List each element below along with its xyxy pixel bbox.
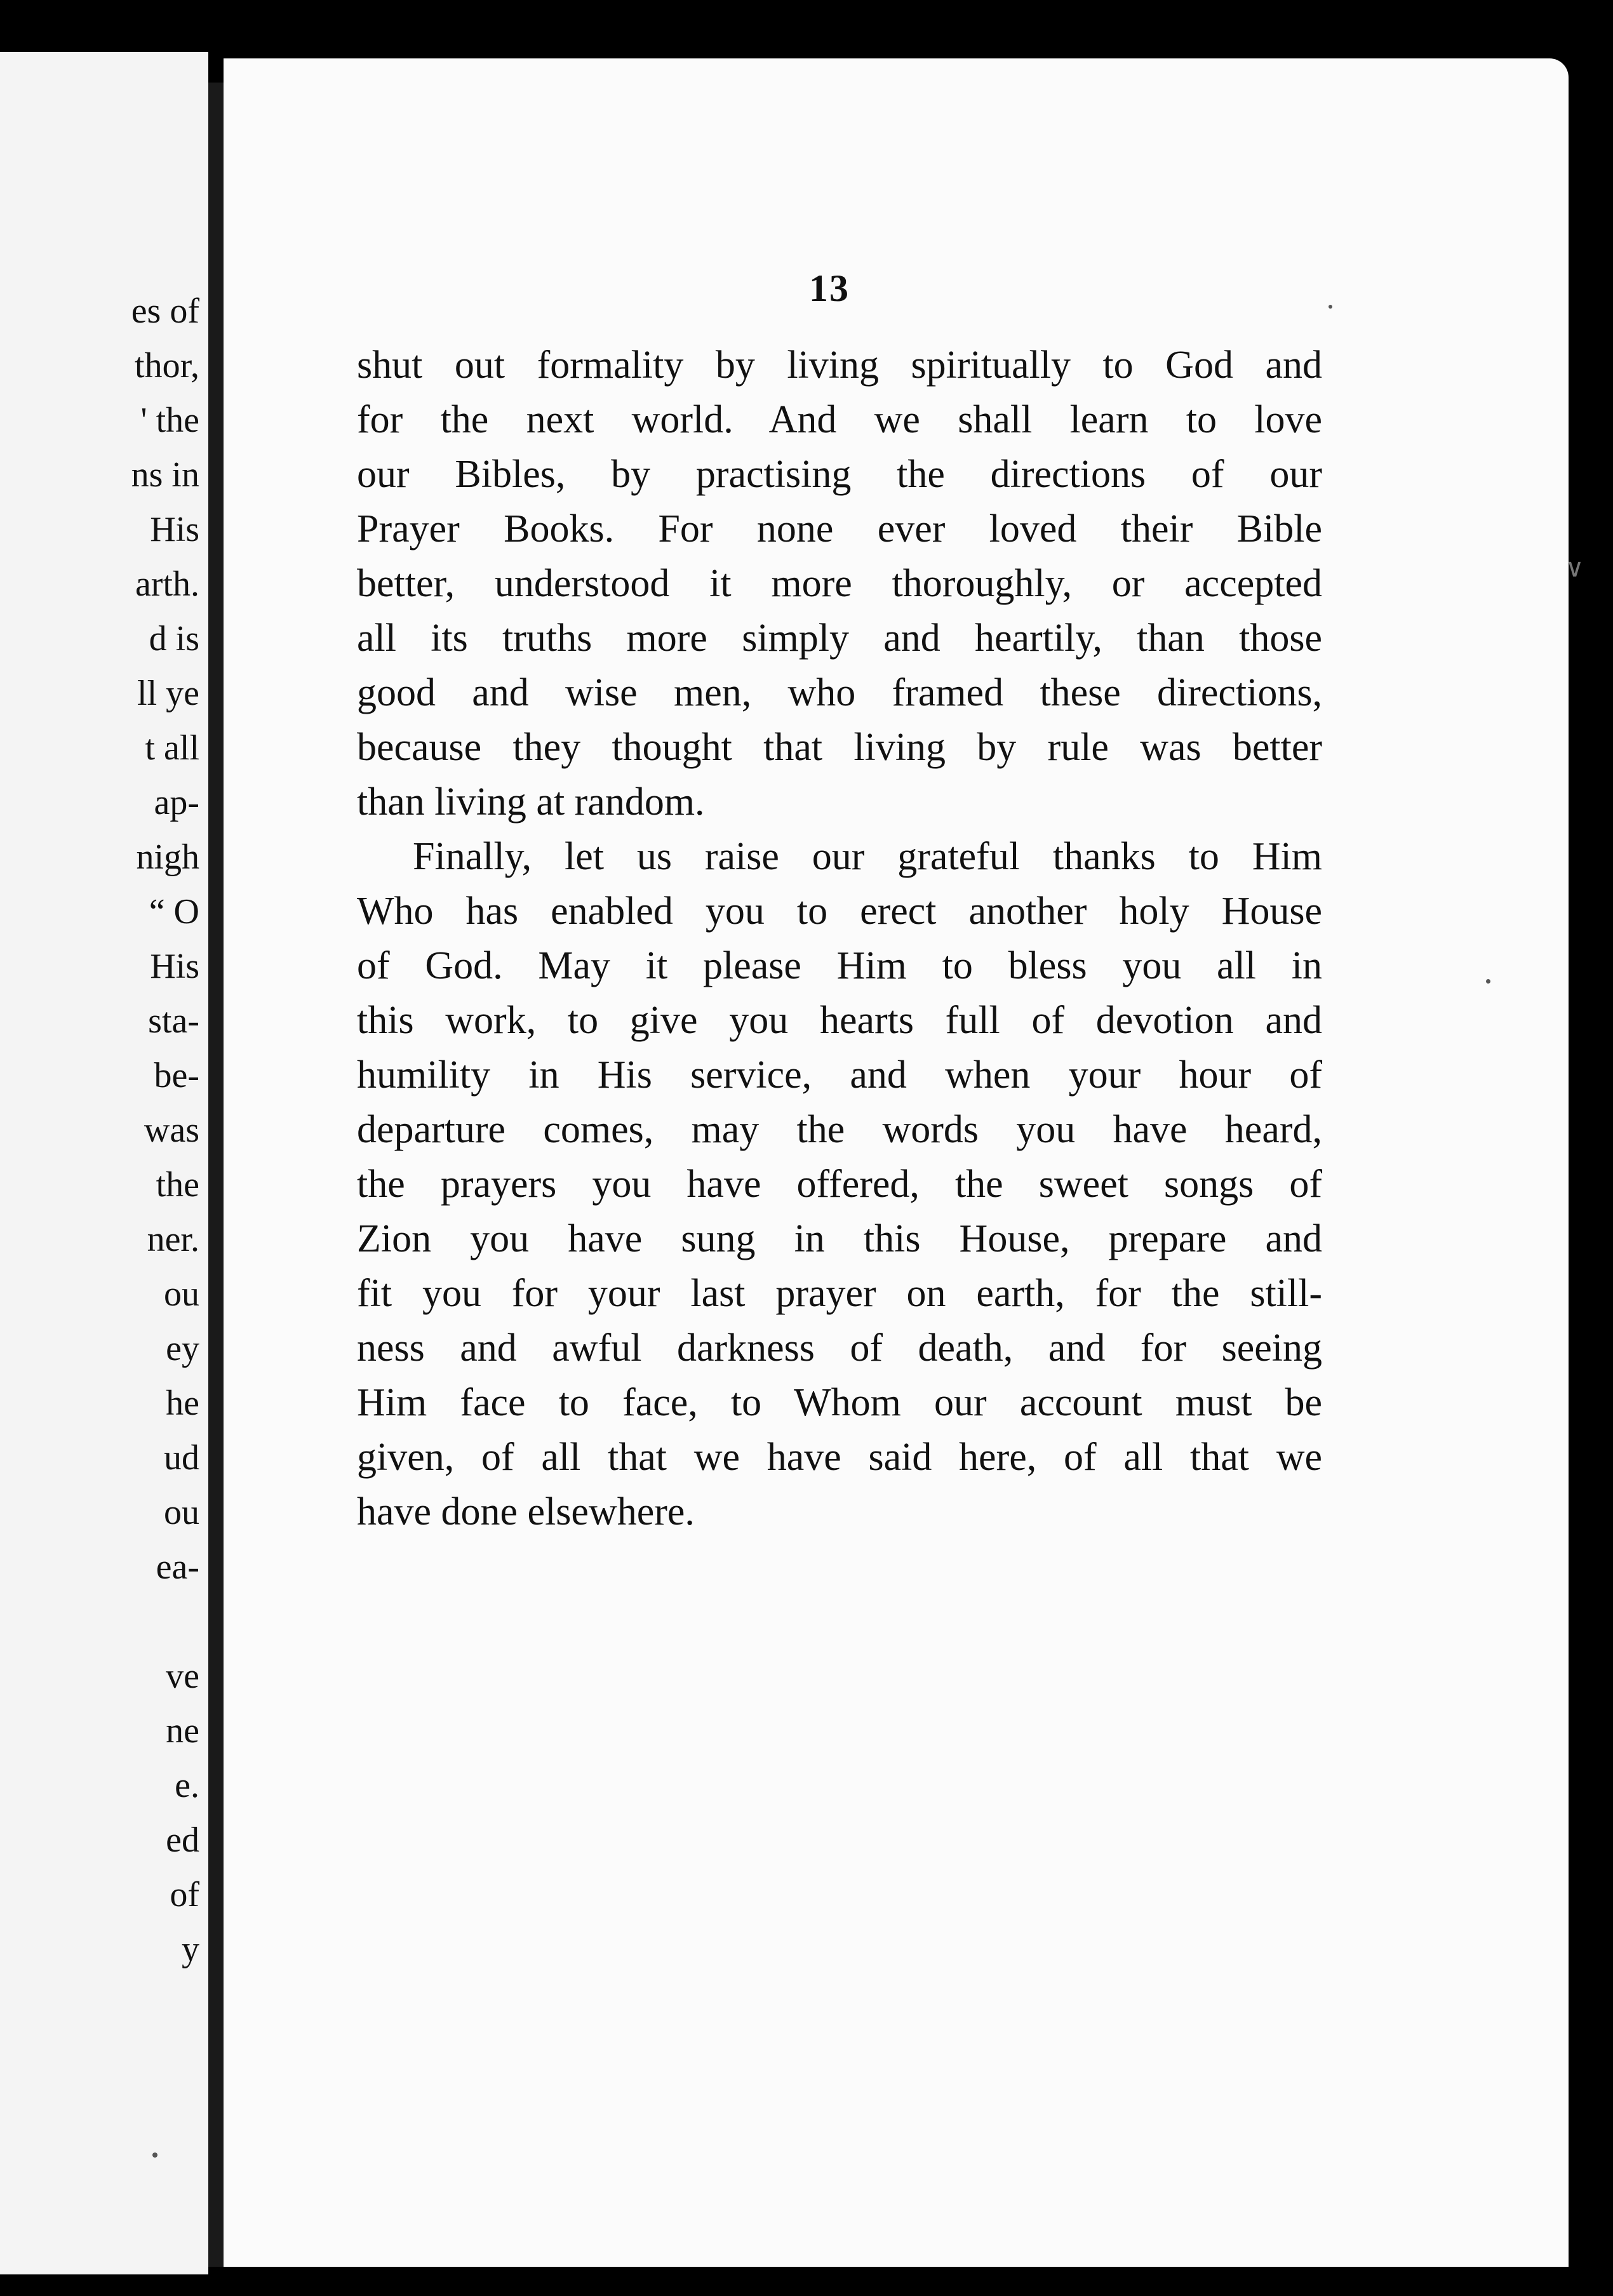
- text-line: the prayers you have offered, the sweet songs of: [357, 1163, 1322, 1206]
- left-page-line: ou: [164, 1493, 199, 1532]
- left-page-line: ey: [166, 1329, 199, 1368]
- left-page-line: y: [182, 1930, 199, 1969]
- text-line: because they thought that living by rule was better: [357, 726, 1322, 769]
- left-page-line: ou: [164, 1274, 199, 1314]
- text-line: for the next world. And we shall learn to love: [357, 398, 1322, 441]
- page-body-text: [357, 338, 1322, 1539]
- left-page-line: arth.: [135, 564, 199, 604]
- left-page-line: es of: [131, 291, 199, 331]
- text-line: of God. May it please Him to bless you all in: [357, 944, 1322, 987]
- text-line: this work, to give you hearts full of devotion and: [357, 999, 1322, 1042]
- left-page-line: e.: [175, 1766, 199, 1805]
- scan-speck: [1486, 979, 1490, 984]
- current-page: [224, 58, 1569, 2267]
- text-line: ness and awful darkness of death, and for seeing: [357, 1326, 1322, 1370]
- left-page-line: ap-: [154, 783, 199, 822]
- left-page-line: ve: [166, 1657, 199, 1696]
- left-page-line: ll ye: [137, 674, 199, 713]
- text-line: humility in His service, and when your hour of: [357, 1053, 1322, 1097]
- left-page-line: sta-: [148, 1001, 199, 1041]
- left-page-line: ns in: [131, 455, 199, 495]
- text-line: have done elsewhere.: [357, 1490, 695, 1533]
- text-line: shut out formality by living spiritually to God and: [357, 344, 1322, 387]
- book-gutter: [208, 83, 225, 2267]
- left-page-line: be-: [154, 1056, 199, 1095]
- text-line: given, of all that we have said here, of all that we: [357, 1436, 1322, 1479]
- left-page-line: ud: [164, 1438, 199, 1478]
- text-line: Him face to face, to Whom our account must be: [357, 1381, 1322, 1424]
- left-page-line: ner.: [147, 1220, 199, 1259]
- edge-mark-icon: ∨: [1565, 554, 1584, 583]
- left-page-line: ed: [166, 1820, 199, 1860]
- text-line: better, understood it more thoroughly, or accepted: [357, 562, 1322, 605]
- paragraph: [357, 338, 1322, 829]
- left-page-line: the: [156, 1165, 199, 1205]
- text-line: fit you for your last prayer on earth, for the still-: [357, 1272, 1322, 1315]
- paragraph: [357, 829, 1322, 1539]
- left-page-line: ne: [166, 1711, 199, 1751]
- scan-speck: [152, 2152, 157, 2158]
- page-number: 13: [809, 267, 850, 309]
- left-page-line: ea-: [156, 1547, 199, 1587]
- left-page-line: His: [150, 947, 199, 986]
- left-page-line: nigh: [136, 838, 199, 877]
- scan-speck: [1329, 305, 1332, 309]
- left-page-line: he: [166, 1384, 199, 1423]
- left-page-line: ' the: [140, 401, 199, 440]
- left-page-line: “ O: [149, 892, 199, 931]
- text-line: Zion you have sung in this House, prepare and: [357, 1217, 1322, 1260]
- left-page-line: His: [150, 510, 199, 549]
- left-page-line: thor,: [135, 346, 199, 385]
- left-page-line: of: [170, 1875, 199, 1914]
- text-line: departure comes, may the words you have heard,: [357, 1108, 1322, 1151]
- text-line: all its truths more simply and heartily, than those: [357, 617, 1322, 660]
- text-line: our Bibles, by practising the directions of our: [357, 453, 1322, 496]
- left-page-line: d is: [149, 619, 199, 658]
- text-line: Finally, let us raise our grateful thanks to Him: [413, 835, 1322, 878]
- text-line: good and wise men, who framed these directions,: [357, 671, 1322, 714]
- text-line: Who has enabled you to erect another holy House: [357, 890, 1322, 933]
- text-line: Prayer Books. For none ever loved their Bible: [357, 507, 1322, 551]
- previous-page-fragment: [0, 52, 208, 2274]
- left-page-line: was: [144, 1111, 199, 1150]
- left-page-line: t all: [145, 728, 199, 768]
- text-line: than living at random.: [357, 780, 705, 824]
